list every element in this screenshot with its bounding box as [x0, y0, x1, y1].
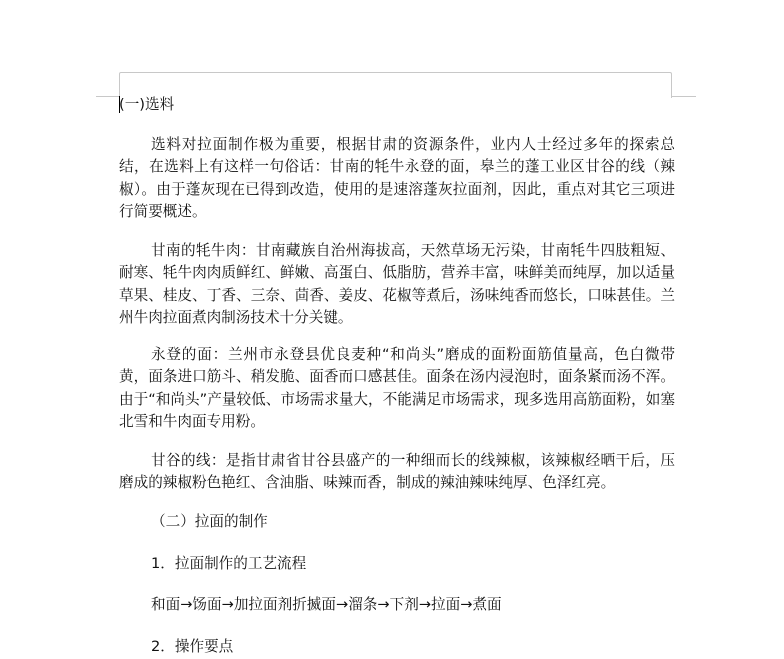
paragraph-selection-intro: 选料对拉面制作极为重要，根据甘肃的资源条件，业内人士经过多年的探索总结，在选料上有这样一句俗话：甘南的牦牛永登的面，皋兰的蓬工业区甘谷的线（辣椒）。由于蓬灰现在已得到改造，使用的是速溶蓬灰拉面剂，因此，重点对其它三项进行简要概述。	[119, 136, 675, 221]
paragraph-yak-meat: 甘南的牦牛肉：甘南藏族自治州海拔高，天然草场无污染，甘南牦牛四肢粗短、耐寒、牦牛肉肉质鲜红、鲜嫩、高蛋白、低脂肪，营养丰富，味鲜美而纯厚，加以适量草果、桂皮、丁香、三奈、茴香、姜皮、花椒等煮后，汤味纯香而悠长，口味甚佳。兰州牛肉拉面煮肉制汤技术十分关键。	[119, 242, 675, 327]
section-heading-making: （二）拉面的制作	[151, 513, 268, 530]
header-area[interactable]	[119, 72, 672, 98]
process-flow-text: 和面→饧面→加拉面剂折揻面→溜条→下剂→拉面→煮面	[151, 596, 502, 613]
left-margin-mark	[96, 96, 120, 97]
section-heading-selection: (一)选料	[119, 96, 175, 113]
paragraph-yongdeng-flour: 永登的面：兰州市永登县优良麦种“和尚头”磨成的面粉面筋值量高，色白微带黄，面条进口筋斗、稍发脆、面香而口感甚佳。面条在汤内浸泡时，面条紧而汤不浑。由于“和尚头”产量较低、市场需求量大，不能满足市场需求，现多选用高筋面粉，如塞北雪和牛肉面专用粉。	[119, 346, 675, 431]
right-margin-mark	[672, 96, 696, 97]
list-item-process-flow-title: 1．拉面制作的工艺流程	[151, 555, 307, 572]
paragraph-gangu-chili: 甘谷的线：是指甘肃省甘谷县盛产的一种细而长的线辣椒，该辣椒经晒干后，压磨成的辣椒粉色艳红、含油脂、味辣而香，制成的辣油辣味纯厚、色泽红亮。	[119, 452, 675, 492]
list-item-key-points-title: 2．操作要点	[151, 638, 234, 655]
